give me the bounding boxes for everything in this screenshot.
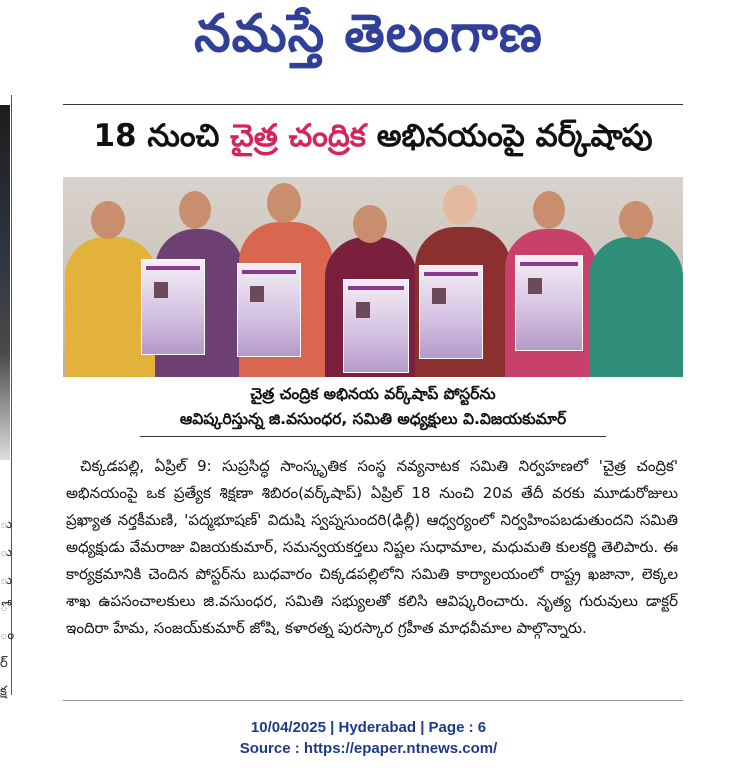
- article-bottom-rule: [63, 700, 683, 701]
- adjacent-text-fragment: ు: [0, 545, 13, 560]
- caption-line-2: ఆవిష్కరిస్తున్న జి.వసుంధర, సమితి అధ్యక్షులు వి.విజయకుమార్: [179, 410, 567, 428]
- event-poster: [343, 279, 409, 373]
- source-url[interactable]: Source : https://epaper.ntnews.com/: [239, 740, 498, 757]
- article-paragraph: చిక్కడపల్లి, ఏప్రిల్ 9: సుప్రసిద్ధ సాంస్కృతిక సంస్థ నవ్యనాటక సమితి నిర్వహణలో 'చైత్ర చంద్రిక' అభినయంపై ఒక ప్రత్యేక శిక్షణా శిబిరం(వర్క్‌షాప్) ఏప్రిల్ 18 నుంచి 20వ తేదీ వరకు మూడురోజులు ప్రఖ్యాత నర్తకీమణి, 'పద్మభూషణ్' విదుషి స్వప్నసుందరి(ఢిల్లీ) ఆధ్వర్యంలో నిర్వహింపబడుతుందని సమితి అధ్యక్షుడు వేమరాజు విజయకుమార్, సమన్వయకర్తలు నిష్టల సుధామాల, మధుమతి కులకర్ణి తెలిపారు. ఈ కార్యక్రమానికి చెందిన పోస్టర్‌ను బుధవారం చిక్కడపల్లిలోని సమితి కార్యాలయంలో రాష్ట్ర ఖజానా, లెక్కల శాఖ ఉపసంచాలకులు జి.వసుంధర, సమితి సభ్యులతో కలిసి ఆవిష్కరించారు. నృత్య గురువులు డాక్టర్ ఇందిరా హేమ, సంజయ్‌కుమార్ జోషి, కళారత్న పురస్కార గ్రహీత మాధవీమాల పాల్గొన్నారు.: [66, 457, 678, 637]
- person-figure: [589, 237, 683, 377]
- headline-prefix: 18 నుంచి: [93, 118, 231, 154]
- event-poster: [515, 255, 583, 351]
- adjacent-text-fragment: క్ష: [0, 684, 7, 699]
- adjacent-text-fragment: ం: [0, 628, 15, 643]
- adjacent-text-fragment: ు: [0, 573, 13, 588]
- person-head: [353, 205, 387, 243]
- source-footer: [0, 717, 737, 759]
- person-head: [619, 201, 653, 239]
- headline-suffix: అభినయంపై వర్క్‌షాపు: [365, 118, 653, 154]
- person-head: [443, 185, 477, 225]
- article-top-rule: [63, 104, 683, 105]
- adjacent-text-fragment: ర్: [0, 656, 8, 671]
- event-poster: [237, 263, 301, 357]
- date-city-page: 10/04/2025 | Hyderabad | Page : 6: [250, 719, 487, 736]
- adjacent-text-fragment: ో: [0, 600, 8, 615]
- masthead: [0, 0, 737, 78]
- caption-line-1: చైత్ర చంద్రిక అభినయ వర్క్‌షాప్ పోస్టర్‌ను: [250, 385, 496, 403]
- caption-rule: [140, 436, 606, 437]
- adjacent-photo-fragment: [0, 105, 10, 460]
- person-head: [533, 191, 565, 229]
- newspaper-logo: నమస్తే తెలంగాణ: [194, 4, 543, 64]
- adjacent-text-fragment: ు: [0, 517, 13, 532]
- headline-accent: చైత్ర చంద్రిక: [230, 118, 366, 154]
- person-head: [267, 183, 301, 223]
- article-headline: [63, 118, 683, 161]
- person-head: [91, 201, 125, 239]
- person-head: [179, 191, 211, 229]
- event-poster: [141, 259, 205, 355]
- event-poster: [419, 265, 483, 359]
- photo-caption: [63, 382, 683, 432]
- article-body: [66, 453, 678, 642]
- article-photo: [63, 177, 683, 377]
